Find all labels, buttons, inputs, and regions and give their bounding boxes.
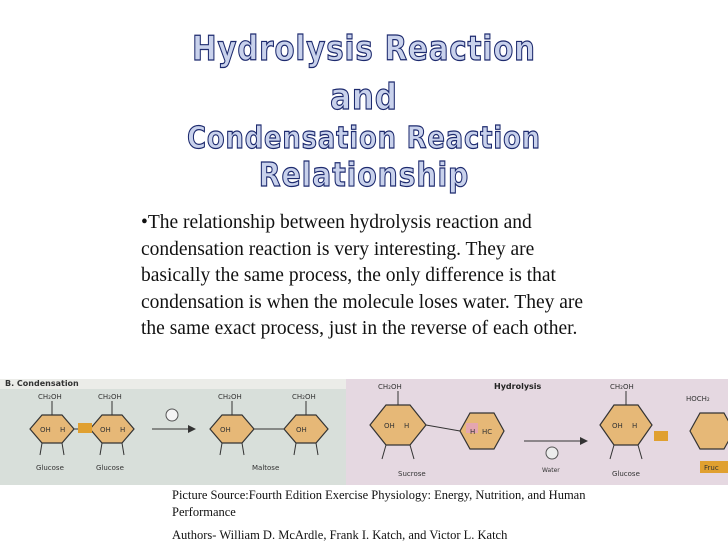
- water-drop-icon: [166, 409, 178, 421]
- svg-text:H: H: [60, 426, 66, 434]
- bullet-marker: •: [141, 212, 148, 233]
- hydrolysis-label: Hydrolysis: [494, 382, 542, 391]
- glucose-label-3: Glucose: [612, 470, 640, 478]
- body-text: The relationship between hydrolysis reaction and condensation reaction is very interesting. They are basically the same process, the only difference is that condensation is when the molecule loses water. They are the same exact process, just in the reverse of each other.: [141, 212, 584, 339]
- svg-text:CH₂OH: CH₂OH: [38, 393, 62, 401]
- title-line-3: Condensation Reaction: [187, 121, 541, 156]
- glucose-label-1: Glucose: [36, 464, 64, 472]
- sucrose-label: Sucrose: [398, 470, 426, 478]
- svg-text:H: H: [120, 426, 126, 434]
- svg-text:H: H: [404, 422, 410, 430]
- svg-text:OH: OH: [100, 426, 111, 434]
- glucose-ring-3: [600, 405, 652, 445]
- hydroxyl-highlight: [78, 423, 92, 433]
- svg-text:CH₂OH: CH₂OH: [378, 383, 402, 391]
- condensation-arrow-icon: [188, 425, 196, 433]
- svg-text:HC: HC: [482, 428, 493, 436]
- sucrose-ring-1: [370, 405, 426, 445]
- svg-text:OH: OH: [612, 422, 623, 430]
- maltose-ring-1: [210, 415, 254, 443]
- glucose-label-2: Glucose: [96, 464, 124, 472]
- title-line-4: Relationship: [258, 155, 470, 194]
- title-line-2: and: [330, 77, 398, 118]
- body-paragraph: [141, 210, 596, 343]
- fructose-ring: [690, 413, 728, 449]
- title-line-1: Hydrolysis Reaction: [192, 29, 536, 69]
- water-label: Water: [542, 467, 560, 474]
- svg-text:H: H: [470, 428, 476, 436]
- svg-text:CH₂OH: CH₂OH: [98, 393, 122, 401]
- svg-text:OH: OH: [220, 426, 231, 434]
- svg-text:CH₂OH: CH₂OH: [218, 393, 242, 401]
- svg-text:OH: OH: [384, 422, 395, 430]
- svg-text:CH₂OH: CH₂OH: [292, 393, 316, 401]
- hydrolysis-arrow-icon: [580, 437, 588, 445]
- maltose-label: Maltose: [252, 464, 280, 472]
- svg-text:OH: OH: [40, 426, 51, 434]
- glucose-ring-1: [30, 415, 74, 443]
- hydroxyl-highlight-2: [654, 431, 668, 441]
- glucose-ring-2: [90, 415, 134, 443]
- svg-text:HOCH₂: HOCH₂: [686, 395, 710, 403]
- svg-text:H: H: [632, 422, 638, 430]
- reaction-diagram: [0, 379, 728, 485]
- svg-text:CH₂OH: CH₂OH: [610, 383, 634, 391]
- reaction-diagram-svg: [0, 379, 728, 485]
- authors-credit: Authors- William D. McArdle, Frank I. Katch, and Victor L. Katch: [172, 528, 508, 542]
- fructose-label: Fruc: [704, 464, 719, 472]
- condensation-label: B. Condensation: [5, 379, 79, 388]
- picture-source: Picture Source:Fourth Edition Exercise Physiology: Energy, Nutrition, and Human Performance: [172, 488, 586, 519]
- svg-text:OH: OH: [296, 426, 307, 434]
- water-molecule-icon: [546, 447, 558, 459]
